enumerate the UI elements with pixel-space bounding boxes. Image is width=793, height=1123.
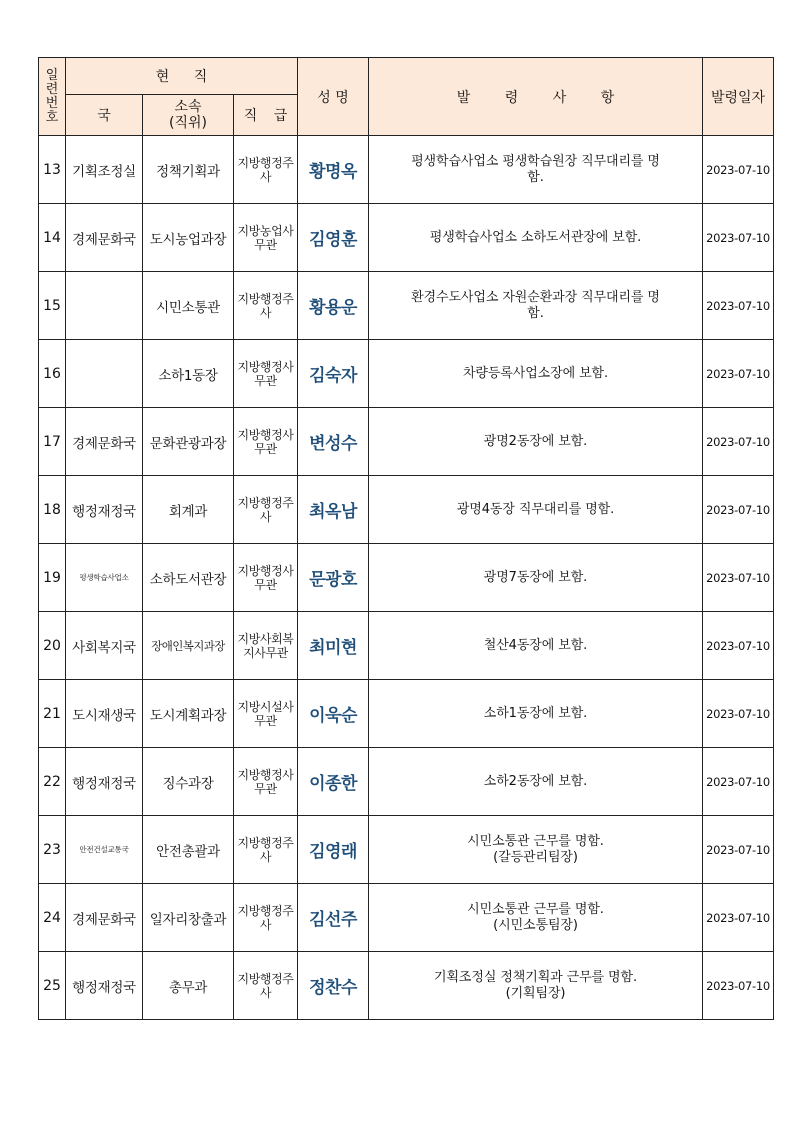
row-rank: 지방행정주 사 (234, 952, 298, 1020)
row-dept: 평생학습사업소 (66, 544, 143, 612)
table-row (39, 136, 774, 204)
row-rank: 지방행정주 사 (234, 272, 298, 340)
row-number: 23 (39, 816, 66, 884)
row-office: 시민소통관 (143, 272, 234, 340)
row-date: 2023-07-10 (703, 340, 774, 408)
row-date: 2023-07-10 (703, 884, 774, 952)
row-dept: 기획조정실 (66, 136, 143, 204)
header-detail: 발 령 사 항 (369, 58, 703, 136)
row-name: 정찬수 (298, 952, 369, 1020)
row-name: 황명옥 (298, 136, 369, 204)
row-number: 19 (39, 544, 66, 612)
row-detail: 기획조정실 정책기획과 근무를 명함. (기획팀장) (369, 952, 703, 1020)
row-name: 김영래 (298, 816, 369, 884)
table-row (39, 816, 774, 884)
table-row (39, 544, 774, 612)
row-dept (66, 272, 143, 340)
row-detail: 시민소통관 근무를 명함. (갈등관리팀장) (369, 816, 703, 884)
header-date: 발령일자 (703, 58, 774, 136)
row-name: 최미현 (298, 612, 369, 680)
row-date: 2023-07-10 (703, 136, 774, 204)
row-date: 2023-07-10 (703, 748, 774, 816)
row-number: 25 (39, 952, 66, 1020)
row-name: 최옥남 (298, 476, 369, 544)
table-row (39, 952, 774, 1020)
row-name: 문광호 (298, 544, 369, 612)
row-number: 24 (39, 884, 66, 952)
row-date: 2023-07-10 (703, 204, 774, 272)
row-office: 소하도서관장 (143, 544, 234, 612)
table-row (39, 680, 774, 748)
row-office: 안전총괄과 (143, 816, 234, 884)
row-detail: 철산4동장에 보함. (369, 612, 703, 680)
header-serial-number (39, 58, 66, 136)
row-name: 김영훈 (298, 204, 369, 272)
row-detail: 환경수도사업소 자원순환과장 직무대리를 명 함. (369, 272, 703, 340)
row-number: 21 (39, 680, 66, 748)
row-rank: 지방행정사 무관 (234, 408, 298, 476)
header-serial-number-label: 일 련 번 호 (45, 67, 59, 125)
row-detail: 광명4동장 직무대리를 명함. (369, 476, 703, 544)
row-detail: 광명2동장에 보함. (369, 408, 703, 476)
row-number: 13 (39, 136, 66, 204)
row-office: 회계과 (143, 476, 234, 544)
table-row (39, 272, 774, 340)
row-date: 2023-07-10 (703, 476, 774, 544)
row-rank: 지방행정주 사 (234, 136, 298, 204)
table-row (39, 476, 774, 544)
row-detail: 광명7동장에 보함. (369, 544, 703, 612)
personnel-table (38, 57, 774, 1020)
row-rank: 지방농업사 무관 (234, 204, 298, 272)
row-dept: 경제문화국 (66, 408, 143, 476)
row-rank: 지방행정사 무관 (234, 748, 298, 816)
row-office: 도시계획과장 (143, 680, 234, 748)
row-rank: 지방행정사 무관 (234, 340, 298, 408)
row-dept: 사회복지국 (66, 612, 143, 680)
row-number: 17 (39, 408, 66, 476)
row-office: 문화관광과장 (143, 408, 234, 476)
table-row (39, 612, 774, 680)
row-date: 2023-07-10 (703, 272, 774, 340)
row-dept: 안전건설교통국 (66, 816, 143, 884)
row-detail: 평생학습사업소 소하도서관장에 보함. (369, 204, 703, 272)
row-dept (66, 340, 143, 408)
row-office: 정책기획과 (143, 136, 234, 204)
table-row (39, 748, 774, 816)
header-current-post: 현 직 (66, 58, 298, 95)
row-date: 2023-07-10 (703, 408, 774, 476)
table-row (39, 204, 774, 272)
table-body (39, 136, 774, 1020)
row-date: 2023-07-10 (703, 816, 774, 884)
row-detail: 차량등록사업소장에 보함. (369, 340, 703, 408)
row-dept: 행정재정국 (66, 476, 143, 544)
row-dept: 경제문화국 (66, 204, 143, 272)
header-name: 성 명 (298, 58, 369, 136)
row-date: 2023-07-10 (703, 612, 774, 680)
row-name: 이종한 (298, 748, 369, 816)
row-detail: 시민소통관 근무를 명함. (시민소통팀장) (369, 884, 703, 952)
row-office: 일자리창출과 (143, 884, 234, 952)
row-date: 2023-07-10 (703, 544, 774, 612)
row-detail: 평생학습사업소 평생학습원장 직무대리를 명 함. (369, 136, 703, 204)
row-date: 2023-07-10 (703, 952, 774, 1020)
row-rank: 지방행정주 사 (234, 816, 298, 884)
row-number: 22 (39, 748, 66, 816)
row-dept: 도시재생국 (66, 680, 143, 748)
row-name: 김숙자 (298, 340, 369, 408)
row-dept: 경제문화국 (66, 884, 143, 952)
row-number: 16 (39, 340, 66, 408)
table-row (39, 884, 774, 952)
row-number: 15 (39, 272, 66, 340)
header-office: 소속 (직위) (143, 95, 234, 136)
row-rank: 지방행정주 사 (234, 884, 298, 952)
row-rank: 지방시설사 무관 (234, 680, 298, 748)
row-rank: 지방사회복 지사무관 (234, 612, 298, 680)
row-office: 징수과장 (143, 748, 234, 816)
row-office: 도시농업과장 (143, 204, 234, 272)
row-name: 황용운 (298, 272, 369, 340)
row-detail: 소하2동장에 보함. (369, 748, 703, 816)
row-office: 소하1동장 (143, 340, 234, 408)
row-office: 총무과 (143, 952, 234, 1020)
row-date: 2023-07-10 (703, 680, 774, 748)
row-rank: 지방행정사 무관 (234, 544, 298, 612)
row-number: 18 (39, 476, 66, 544)
row-dept: 행정재정국 (66, 748, 143, 816)
table-row (39, 340, 774, 408)
row-name: 이욱순 (298, 680, 369, 748)
row-rank: 지방행정주 사 (234, 476, 298, 544)
row-office: 장애인복지과장 (143, 612, 234, 680)
row-number: 14 (39, 204, 66, 272)
row-name: 김선주 (298, 884, 369, 952)
header-rank: 직 급 (234, 95, 298, 136)
table-row (39, 408, 774, 476)
row-number: 20 (39, 612, 66, 680)
row-name: 변성수 (298, 408, 369, 476)
header-dept: 국 (66, 95, 143, 136)
row-detail: 소하1동장에 보함. (369, 680, 703, 748)
row-dept: 행정재정국 (66, 952, 143, 1020)
